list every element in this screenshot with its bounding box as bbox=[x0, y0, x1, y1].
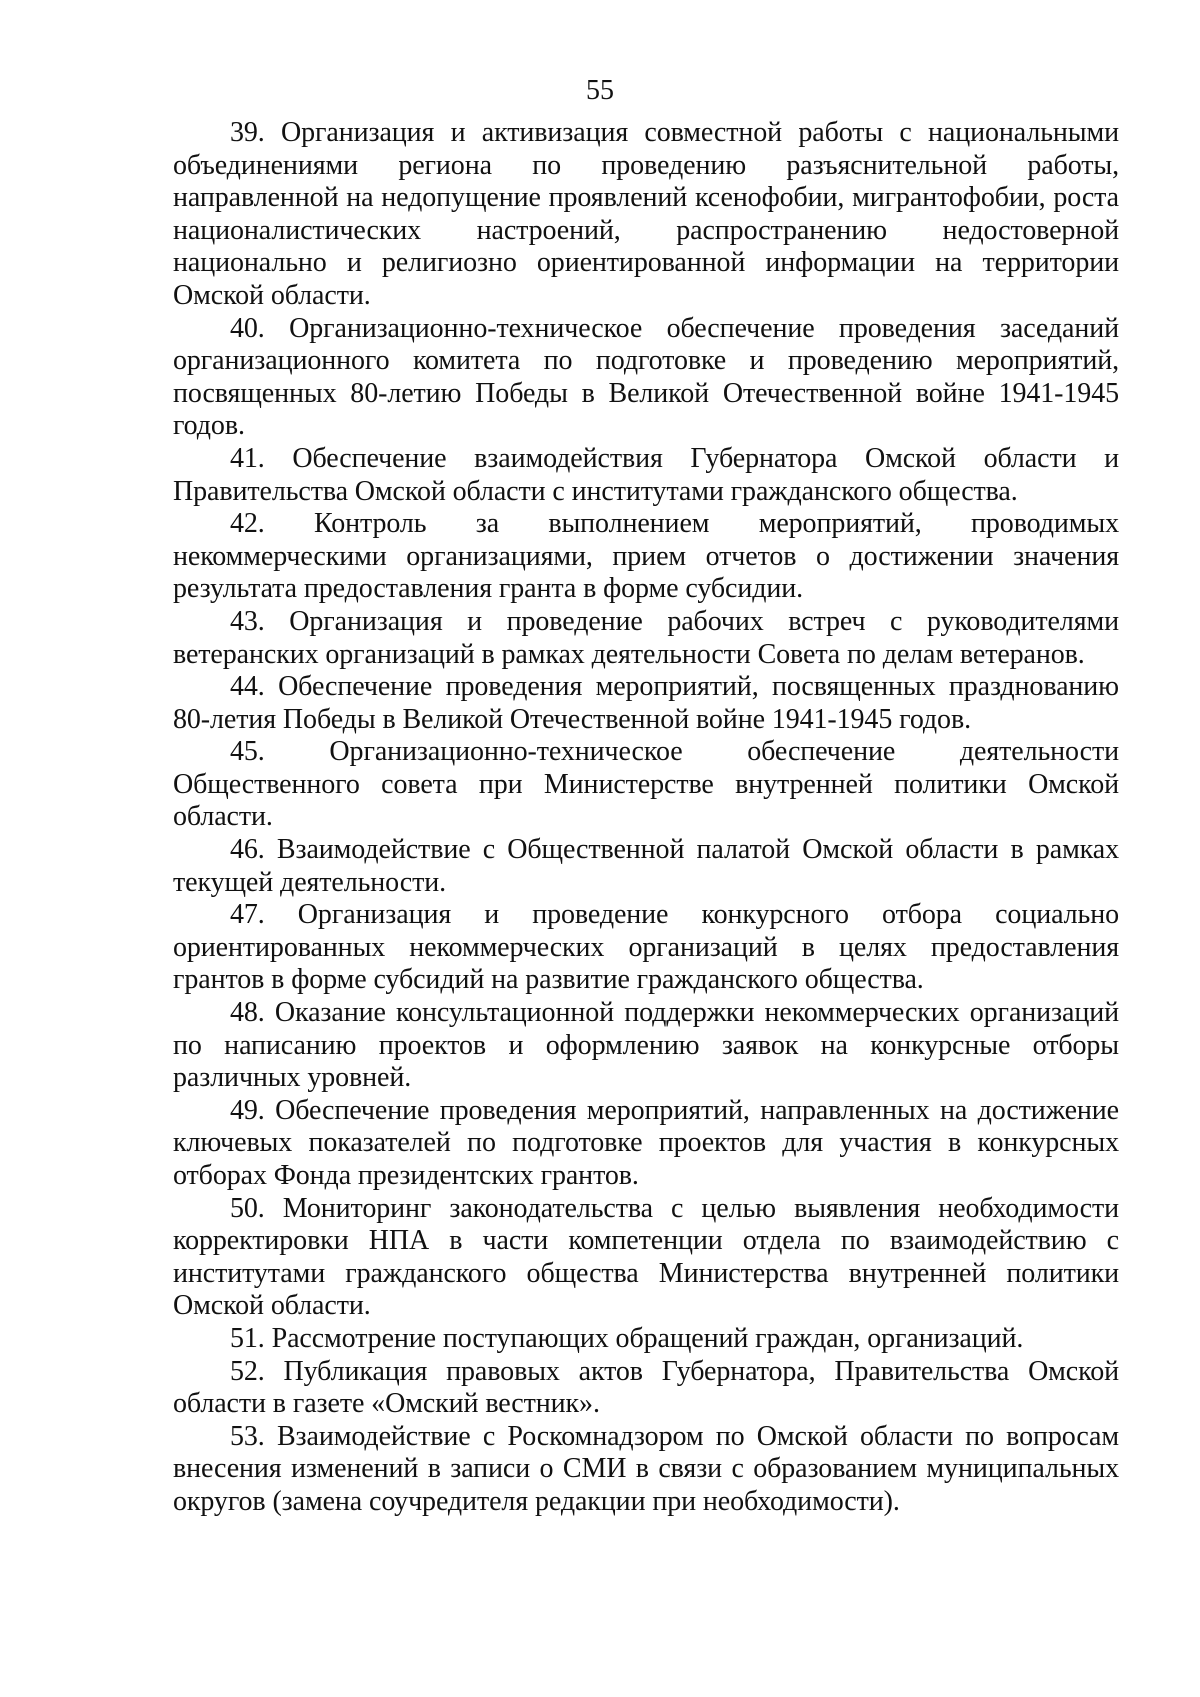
list-item-48: 48. Оказание консультационной поддержки некоммерческих организаций по написанию проектов и оформлению заявок на конкурсные отборы различных уровней. bbox=[173, 997, 1119, 1094]
page-number: 55 bbox=[586, 75, 614, 106]
list-item-41: 41. Обеспечение взаимодействия Губернатора Омской области и Правительства Омской области с институтами гражданского общества. bbox=[173, 442, 1119, 507]
list-item-51: 51. Рассмотрение поступающих обращений граждан, организаций. bbox=[230, 1322, 1024, 1354]
list-item-49: 49. Обеспечение проведения мероприятий, направленных на достижение ключевых показателей по подготовке проектов для участия в конкурсных отборах Фонда президентских грантов. bbox=[173, 1094, 1119, 1191]
list-item-42: 42. Контроль за выполнением мероприятий, проводимых некоммерческими организациями, прием отчетов о достижении значения результата предоставления гранта в форме субсидии. bbox=[173, 508, 1119, 605]
list-item-44: 44. Обеспечение проведения мероприятий, посвященных празднованию 80-летия Победы в Великой Отечественной войне 1941-1945 годов. bbox=[173, 671, 1119, 735]
list-item-50: 50. Мониторинг законодательства с целью выявления необходимости корректировки НПА в части компетенции отдела по взаимодействию с институтами гражданского общества Министерства внутренней политики Омской области. bbox=[173, 1192, 1119, 1322]
list-item-45: 45. Организационно-техническое обеспечение деятельности Общественного совета при Министерстве внутренней политики Омской области. bbox=[173, 736, 1119, 833]
list-item-52: 52. Публикация правовых актов Губернатора, Правительства Омской области в газете «Омский вестник». bbox=[173, 1355, 1119, 1420]
list-item-39: 39. Организация и активизация совместной работы с национальными объединениями региона по проведению разъяснительной работы, направленной на недопущение проявлений ксенофобии, мигрантофобии, роста националистических настроений, распространению недостоверной национально и религиозно ориентированной информации на территории Омской области. bbox=[173, 117, 1119, 311]
list-item-40: 40. Организационно-техническое обеспечение проведения заседаний организационного комитета по подготовке и проведению мероприятий, посвященных 80-летию Победы в Великой Отечественной войне 1941-1945 годов. bbox=[173, 312, 1119, 442]
list-item-53: 53. Взаимодействие с Роскомнадзором по Омской области по вопросам внесения изменений в записи о СМИ в связи с образованием муниципальных округов (замена соучредителя редакции при необходимости). bbox=[173, 1420, 1119, 1517]
list-item-43: 43. Организация и проведение рабочих встреч с руководителями ветеранских организаций в рамках деятельности Совета по делам ветеранов. bbox=[173, 605, 1119, 670]
list-item-47: 47. Организация и проведение конкурсного отбора социально ориентированных некоммерческих организаций в целях предоставления грантов в форме субсидий на развитие гражданского общества. bbox=[173, 899, 1119, 996]
list-item-46: 46. Взаимодействие с Общественной палатой Омской области в рамках текущей деятельности. bbox=[173, 834, 1119, 898]
document-body bbox=[173, 117, 1119, 1519]
